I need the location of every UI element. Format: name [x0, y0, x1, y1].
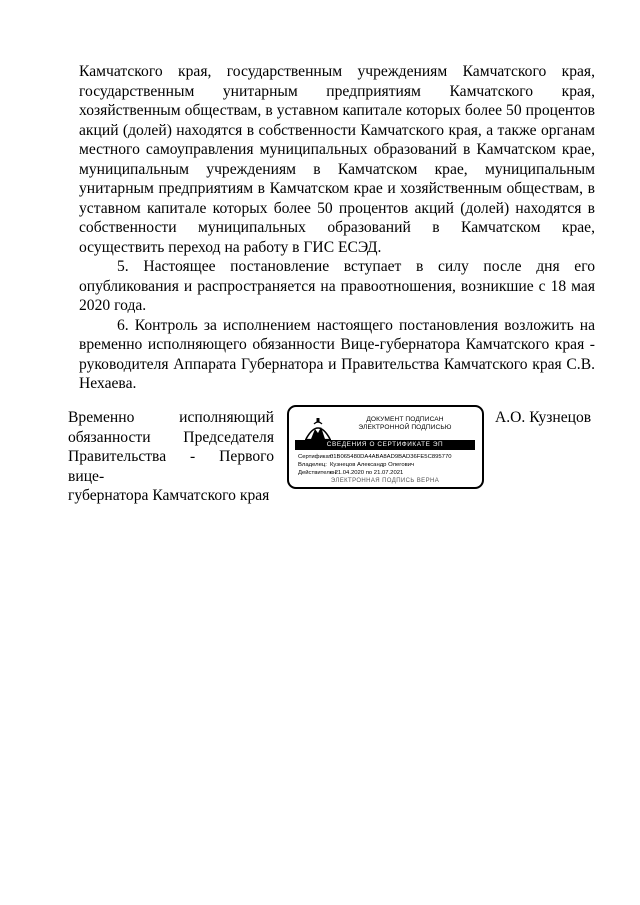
electronic-signature-stamp [287, 405, 484, 489]
stamp-row-value: с 21.04.2020 по 21.07.2021 [330, 470, 404, 477]
paragraph-6: 6. Контроль за исполнением настоящего постановления возложить на временно исполняющего обязанности Вице-губернатора Камчатского края - руководителя Аппарата Губернатора и Правительства Камчатского края С.В. Нехаева. [79, 316, 595, 392]
document-body [79, 62, 595, 394]
stamp-row-certificate [298, 453, 480, 461]
paragraph-continuation: Камчатского края, государственным учреждениям Камчатского края, государственным унитарным предприятиям Камчатского края, хозяйственным обществам, в уставном капитале которых более 50 процентов акций (долей) находятся в собственности Камчатского края, а также органам местного самоуправления муниципальных образований в Камчатском крае, муниципальным учреждениям в Камчатском крае, муниципальным унитарным предприятиям в Камчатском крае и хозяйственным обществам, в уставном капитале которых более 50 процентов акций (долей) находятся в собственности муниципальных образований в Камчатском крае, осуществить переход на работу в ГИС ЕСЭД. [79, 63, 595, 256]
stamp-header [345, 416, 465, 432]
stamp-row-validity [298, 469, 480, 477]
paragraph-5: 5. Настоящее постановление вступает в силу после дня его опубликования и распространяется на правоотношения, возникшие с 18 мая 2020 года. [79, 258, 595, 314]
signatory-name: А.О. Кузнецов [495, 409, 592, 426]
stamp-row-value: 01B065480DA4ABA8AD9BAD36FE5C895770 [330, 454, 452, 460]
stamp-header-line: ДОКУМЕНТ ПОДПИСАН [366, 416, 444, 423]
stamp-details [298, 453, 480, 478]
signatory-position [68, 408, 274, 506]
stamp-row-key: Действителен: [298, 470, 338, 477]
position-line: обязанности Председателя [68, 428, 274, 446]
stamp-header-line: ЭЛЕКТРОННОЙ ПОДПИСЬЮ [358, 424, 452, 431]
stamp-row-value: Кузнецов Александр Олегович [330, 462, 415, 469]
stamp-row-key: Владелец: [298, 462, 327, 469]
position-line: Правительства - Первого вице- [68, 448, 274, 485]
coat-of-arms-icon [303, 415, 333, 441]
stamp-certificate-bar: СВЕДЕНИЯ О СЕРТИФИКАТЕ ЭП [295, 440, 475, 450]
position-line: Временно исполняющий [68, 409, 274, 426]
stamp-footer: ЭЛЕКТРОННАЯ ПОДПИСЬ ВЕРНА [330, 478, 440, 484]
position-line: губернатора Камчатского края [68, 487, 270, 504]
stamp-row-key: Сертификат: [298, 454, 333, 460]
stamp-row-owner [298, 461, 480, 469]
